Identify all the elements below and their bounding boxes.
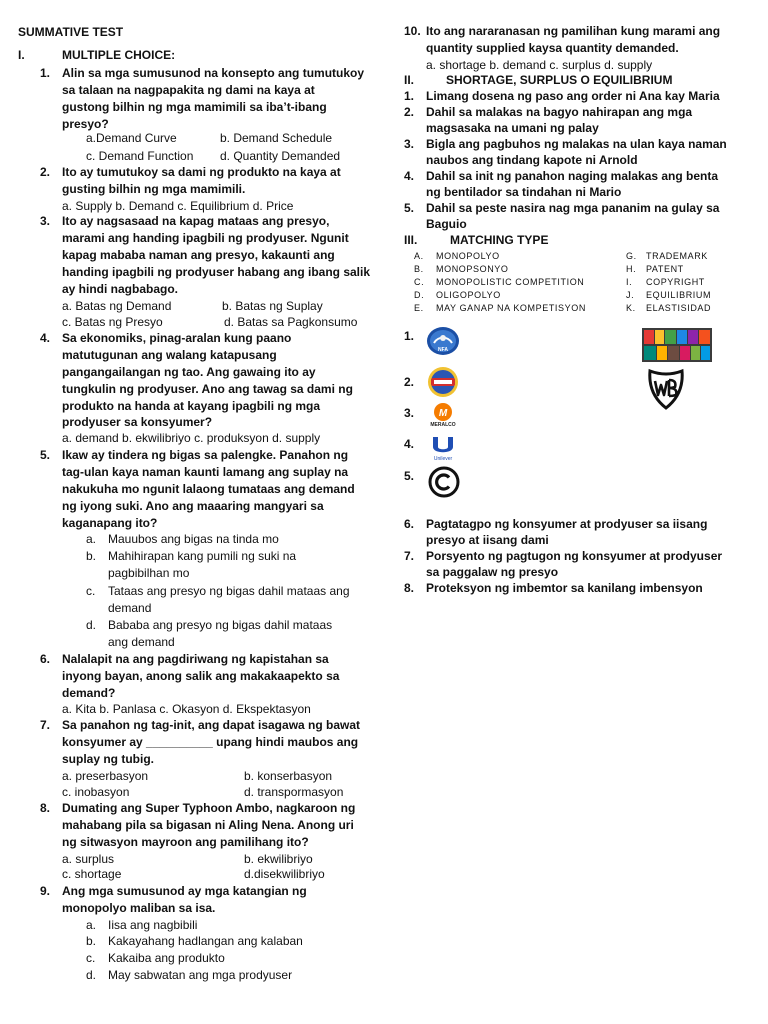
option-b: b. Demand Schedule: [220, 131, 333, 145]
question-line: mahabang pila sa bigasan ni Aling Nena. Anong uri: [62, 818, 354, 832]
question-line: Ang mga sumusunod ay mga katangian ng: [62, 884, 307, 898]
choice-text: COPYRIGHT: [646, 277, 705, 287]
svg-text:NFA: NFA: [438, 347, 448, 353]
option-d: d. transpormasyon: [244, 785, 344, 799]
choice-letter: A.: [414, 251, 424, 261]
option-d: d. Batas sa Pagkonsumo: [224, 315, 358, 329]
question-line: monopolyo maliban sa isa.: [62, 901, 216, 915]
option-text: Mauubos ang bigas na tinda mo: [108, 532, 279, 546]
question-line: Sa panahon ng tag-init, ang dapat isagawa ng bawat: [62, 718, 361, 732]
option-letter: d.: [86, 618, 97, 632]
item-number: 5.: [404, 201, 415, 215]
question-line: demand?: [62, 686, 116, 700]
option-b: b. konserbasyon: [244, 769, 333, 783]
question-line: Sa ekonomiks, pinag-aralan kung paano: [62, 331, 292, 345]
choice-letter: E.: [414, 303, 424, 313]
question-line: produkto na handa at kayang ipagbili ng mga: [62, 399, 321, 413]
choice-letter: D.: [414, 290, 425, 300]
question-number: 2.: [40, 165, 51, 179]
option-letter: d.: [86, 968, 97, 982]
item-number: 3.: [404, 137, 415, 151]
item-line: Pagtatagpo ng konsyumer at prodyuser sa iisang: [426, 517, 708, 531]
question-line: ay hindi nagbabago.: [62, 282, 179, 296]
option-b: b. ekwilibriyo: [244, 852, 313, 866]
question-number: 10.: [404, 24, 421, 38]
question-line: kapag mababa naman ang presyo, kakaunti ang: [62, 248, 335, 262]
question-line: gusting bilhin ng mga mamimili.: [62, 182, 246, 196]
option-c: c. Demand Function: [86, 149, 194, 163]
logo-item-number: 3.: [404, 406, 415, 420]
choice-text: OLIGOPOLYO: [436, 290, 501, 300]
item-number: 7.: [404, 549, 415, 563]
option-text: ang demand: [108, 635, 175, 649]
options-line: a. Kita b. Panlasa c. Okasyon d. Ekspektasyon: [62, 702, 311, 716]
item-line: Bigla ang pagbuhos ng malakas na ulan kaya naman: [426, 137, 727, 151]
logo-item-number: 1.: [404, 329, 415, 343]
question-number: 4.: [40, 331, 51, 345]
question-line: handing ipagbili ng prodyuser habang ang ibang salik: [62, 265, 371, 279]
item-line: Proteksyon ng imbemtor sa kanilang imbensyon: [426, 581, 703, 595]
option-letter: c.: [86, 951, 96, 965]
wb-shield-logo-icon: [646, 368, 686, 415]
question-line: inyong bayan, anong salik ang makakaapekto sa: [62, 669, 340, 683]
logo-item-number: 2.: [404, 375, 415, 389]
option-text: Tataas ang presyo ng bigas dahil mataas ang: [108, 584, 350, 598]
choice-text: PATENT: [646, 264, 684, 274]
option-d: d. Quantity Demanded: [220, 149, 341, 163]
option-b: b. Batas ng Suplay: [222, 299, 323, 313]
choice-letter: H.: [626, 264, 637, 274]
choice-letter: K.: [626, 303, 636, 313]
item-line: magsasaka na umani ng palay: [426, 121, 599, 135]
option-c: c. Batas ng Presyo: [62, 315, 163, 329]
choice-letter: C.: [414, 277, 425, 287]
question-line: Ikaw ay tindera ng bigas sa palengke. Panahon ng: [62, 448, 349, 462]
question-line: Ito ang nararanasan ng pamilihan kung marami ang: [426, 24, 721, 38]
item-line: ng bentilador sa tindahan ni Mario: [426, 185, 622, 199]
item-line: Limang dosena ng paso ang order ni Ana kay Maria: [426, 89, 720, 103]
section2-roman: II.: [404, 73, 415, 87]
question-number: 7.: [40, 718, 51, 732]
choice-text: MONOPSONYO: [436, 264, 509, 274]
option-text: Iisa ang nagbibili: [108, 918, 198, 932]
question-line: kaganapang ito?: [62, 516, 158, 530]
section3-roman: III.: [404, 233, 418, 247]
question-line: Ito ay tumutukoy sa dami ng produkto na kaya at: [62, 165, 341, 179]
option-text: Bababa ang presyo ng bigas dahil mataas: [108, 618, 333, 632]
choice-letter: G.: [626, 251, 637, 261]
meralco-logo-icon: [428, 402, 460, 433]
question-line: Dumating ang Super Typhoon Ambo, nagkaroon ng: [62, 801, 356, 815]
section1-roman: I.: [18, 48, 25, 62]
choice-text: TRADEMARK: [646, 251, 708, 261]
question-line: suplay ng tubig.: [62, 752, 154, 766]
options-line: a. shortage b. demand c. surplus d. supply: [426, 58, 653, 72]
option-d: d.disekwilibriyo: [244, 867, 325, 881]
item-line: Porsyento ng pagtugon ng konsyumer at prodyuser: [426, 549, 723, 563]
item-line: Dahil sa peste nasira nag mga pananim na gulay sa: [426, 201, 720, 215]
item-line: naubos ang tindang kapote ni Arnold: [426, 153, 638, 167]
question-number: 3.: [40, 214, 51, 228]
option-c: c. inobasyon: [62, 785, 130, 799]
choice-text: MONOPOLYO: [436, 251, 500, 261]
unilever-logo-icon: [428, 434, 458, 467]
item-number: 8.: [404, 581, 415, 595]
item-number: 1.: [404, 89, 415, 103]
option-text: demand: [108, 601, 152, 615]
question-line: Ito ay nagsasaad na kapag mataas ang presyo,: [62, 214, 330, 228]
nfa-logo-icon: [426, 326, 460, 361]
logo-item-number: 5.: [404, 469, 415, 483]
option-text: pagbibilhan mo: [108, 566, 190, 580]
product-collage-image: [642, 328, 712, 367]
option-a: a.Demand Curve: [86, 131, 177, 145]
copyright-icon: [428, 466, 460, 503]
choice-text: MONOPOLISTIC COMPETITION: [436, 277, 585, 287]
document-title: SUMMATIVE TEST: [18, 25, 124, 39]
option-a: a. surplus: [62, 852, 115, 866]
choice-text: EQUILIBRIUM: [646, 290, 712, 300]
logo-item-number: 4.: [404, 437, 415, 451]
question-line: sa talaan na nagpapakita ng dami na kaya at: [62, 83, 315, 97]
svg-text:Unilever: Unilever: [433, 456, 453, 462]
option-letter: a.: [86, 532, 97, 546]
question-line: ng iyong suki. Ano ang maaaring mangyari sa: [62, 499, 324, 513]
svg-text:MERALCO: MERALCO: [430, 422, 456, 428]
item-line: presyo at iisang dami: [426, 533, 549, 547]
section2-heading: SHORTAGE, SURPLUS O EQUILIBRIUM: [446, 73, 673, 87]
option-a: a. preserbasyon: [62, 769, 149, 783]
question-line: pangangailangan ng tao. Ang gawaing ito ay: [62, 365, 316, 379]
item-number: 4.: [404, 169, 415, 183]
section1-heading: MULTIPLE CHOICE:: [62, 48, 176, 62]
item-line: Dahil sa init ng panahon naging malakas ang benta: [426, 169, 719, 183]
question-line: tungkulin ng prodyuser. Ano ang tawag sa dami ng: [62, 382, 353, 396]
option-a: a. Batas ng Demand: [62, 299, 172, 313]
item-line: Baguio: [426, 217, 467, 231]
question-line: ng sitwasyon mayroon ang pamilihang ito?: [62, 835, 309, 849]
option-letter: a.: [86, 918, 97, 932]
question-line: presyo?: [62, 117, 109, 131]
item-number: 2.: [404, 105, 415, 119]
choice-text: ELASTISIDAD: [646, 303, 712, 313]
option-text: Kakaiba ang produkto: [108, 951, 225, 965]
choice-letter: B.: [414, 264, 424, 274]
question-line: matutugunan ang walang katapusang: [62, 348, 277, 362]
question-number: 8.: [40, 801, 51, 815]
option-text: May sabwatan ang mga prodyuser: [108, 968, 293, 982]
question-number: 6.: [40, 652, 51, 666]
option-letter: b.: [86, 549, 97, 563]
question-line: quantity supplied kaysa quantity demanded.: [426, 41, 679, 55]
question-number: 9.: [40, 884, 51, 898]
option-text: Kakayahang hadlangan ang kalaban: [108, 934, 303, 948]
question-number: 1.: [40, 66, 51, 80]
choice-letter: J.: [626, 290, 635, 300]
options-line: a. Supply b. Demand c. Equilibrium d. Price: [62, 199, 294, 213]
question-line: marami ang handing ipagbili ng prodyuser. Ngunit: [62, 231, 349, 245]
item-number: 6.: [404, 517, 415, 531]
question-number: 5.: [40, 448, 51, 462]
item-line: sa paggalaw ng presyo: [426, 565, 559, 579]
option-c: c. shortage: [62, 867, 122, 881]
question-line: nakukuha mo ngunit lalaong tumataas ang demand: [62, 482, 355, 496]
choice-letter: I.: [626, 277, 633, 287]
question-line: tag-ulan kaya naman kaunti lamang ang suplay na: [62, 465, 349, 479]
item-line: Dahil sa malakas na bagyo nahirapan ang mga: [426, 105, 693, 119]
question-line: gustong bilhin ng mga mamimili sa iba’t-ibang: [62, 100, 327, 114]
mmda-logo-icon: [426, 366, 460, 403]
option-letter: b.: [86, 934, 97, 948]
question-line: Alin sa mga sumusunod na konsepto ang tumutukoy: [62, 66, 365, 80]
options-line: a. demand b. ekwilibriyo c. produksyon d. supply: [62, 431, 321, 445]
svg-text:M: M: [438, 408, 448, 419]
question-line: Nalalapit na ang pagdiriwang ng kapistahan sa: [62, 652, 329, 666]
option-text: Mahihirapan kang pumili ng suki na: [108, 549, 297, 563]
section3-heading: MATCHING TYPE: [450, 233, 549, 247]
option-letter: c.: [86, 584, 96, 598]
question-line: konsyumer ay __________ upang hindi maubos ang: [62, 735, 359, 749]
choice-text: MAY GANAP NA KOMPETISYON: [436, 303, 586, 313]
question-line: prodyuser sa konsyumer?: [62, 415, 213, 429]
